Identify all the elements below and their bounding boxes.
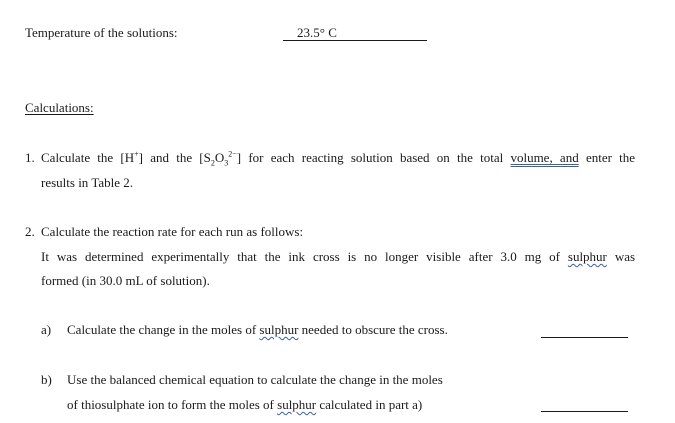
- part-b-sulphur-word: sulphur: [277, 397, 317, 412]
- item2-line2: formed (in 30.0 mL of solution).: [41, 273, 210, 288]
- item1-text-b: enter the: [585, 150, 636, 165]
- temperature-label: Temperature of the solutions:: [25, 25, 178, 40]
- part-b-answer-line: [541, 411, 628, 412]
- part-a-text: Calculate the change in the moles of sulphur needed to obscure the cross.: [67, 322, 448, 337]
- item2-sulphur-word: sulphur: [567, 249, 607, 264]
- calculations-heading: Calculations:: [25, 100, 94, 115]
- item2-text-b: was: [614, 249, 636, 264]
- item1-line1: [41, 150, 635, 166]
- part-a-letter: a): [41, 322, 52, 337]
- part-b-letter: b): [41, 372, 52, 387]
- temperature-value: 23.5° C: [297, 25, 337, 40]
- item2-intro: Calculate the reaction rate for each run as follows:: [41, 224, 304, 239]
- item1-number: 1.: [25, 150, 35, 165]
- part-b-line1: Use the balanced chemical equation to calculate the change in the moles: [67, 372, 443, 387]
- part-a-answer-line: [541, 337, 628, 338]
- part-a-sulphur-word: sulphur: [259, 322, 299, 337]
- temperature-answer-line: [283, 40, 427, 41]
- item2-line1: [41, 249, 635, 265]
- item2-number: 2.: [25, 224, 35, 239]
- item2-text-a: It was determined experimentally that the ink cross is no longer visible after 3.0 mg of: [41, 249, 560, 264]
- item1-text-a: Calculate the [H+] and the $[S_2O_3^{2-}]$ for each reacting solution based on the total: [41, 149, 504, 168]
- item1-underlined-phrase: volume, and: [510, 150, 579, 165]
- part-b-line2: of thiosulphate ion to form the moles of sulphur calculated in part a): [67, 397, 423, 412]
- item1-line2: results in Table 2.: [41, 175, 134, 190]
